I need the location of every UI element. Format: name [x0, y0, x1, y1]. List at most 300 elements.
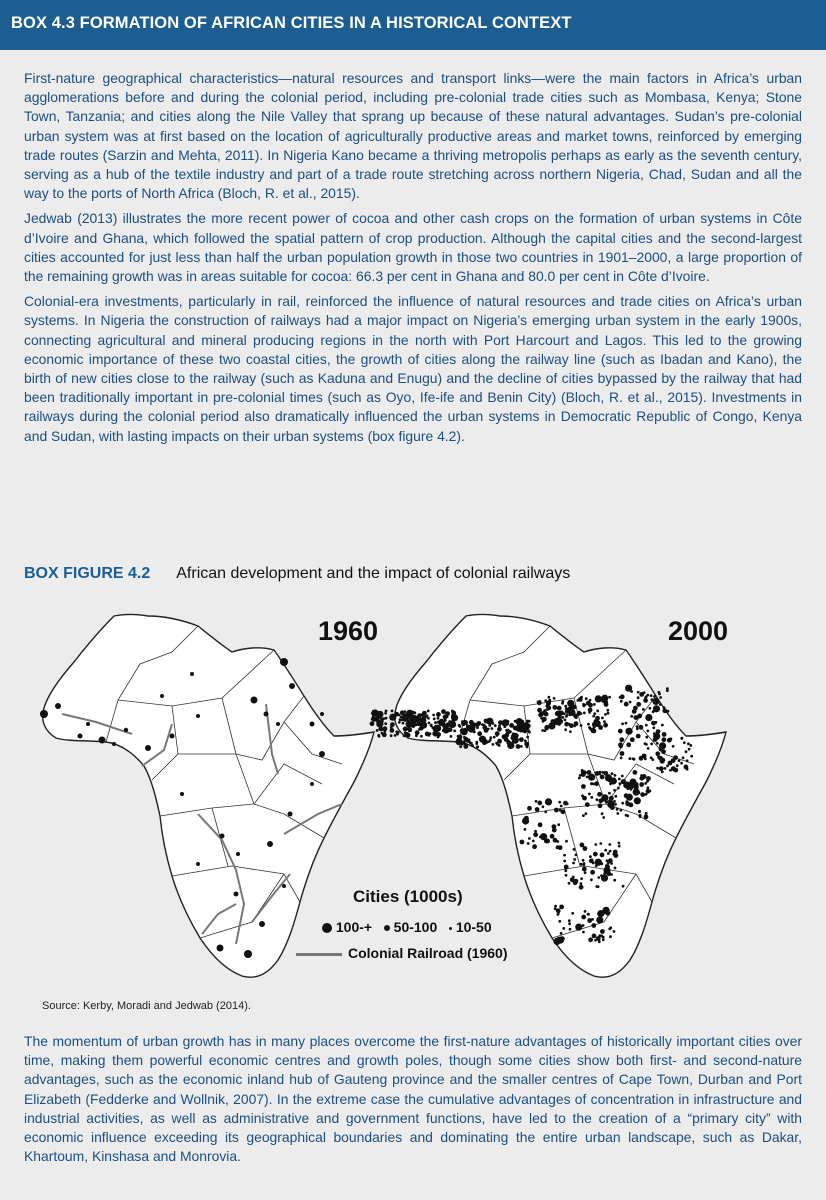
city-dot — [647, 747, 650, 750]
city-dot — [613, 930, 616, 933]
city-dot — [605, 800, 608, 803]
city-dot — [600, 862, 603, 865]
city-dot — [659, 696, 662, 699]
city-dot — [553, 697, 556, 700]
city-dot — [650, 743, 653, 746]
city-dot — [610, 805, 615, 810]
city-dot — [682, 756, 685, 759]
city-dot — [446, 715, 449, 718]
city-dot — [584, 871, 587, 874]
city-dot — [569, 730, 572, 733]
city-dot — [437, 717, 440, 720]
city-dot — [620, 694, 625, 699]
city-dot — [564, 705, 567, 708]
paragraph-3: Colonial-era investments, particularly in rail, reinforced the influence of natural resources and trade cities on Africa’s urban systems. In Nigeria the construction of railways had a major impact on Nigeria’s emerging urban system in the early 1900s, connecting agricultural and mineral producing regions in the north with Port Harcourt and Lagos. This led to the growing economic importance of these two coastal cities, the growth of cities along the railway line (such as Ibadan and Kano), the birth of new cities close to the railway (such as Kaduna and Enugu) and the decline of cities bypassed by the railway that had been traditionally important in pre-colonial times (such as Oyo, Ife-ife and Benin City) (Bloch, R. et al., 2015). Investments in railways during the colonial period also dramatically influenced the urban systems in Democratic Republic of Congo, Kenya and Sudan, with lasting impacts on their urban systems (box figure 4.2). — [24, 293, 802, 444]
city-dot — [620, 752, 623, 755]
city-dot — [403, 716, 408, 721]
city-dot — [664, 767, 667, 770]
city-dot — [408, 719, 411, 722]
city-dot — [420, 735, 423, 738]
city-dot — [673, 755, 678, 760]
city-dot — [607, 712, 610, 715]
city-dot — [582, 814, 585, 817]
city-dot — [412, 720, 415, 723]
city-dot — [608, 696, 611, 699]
city-dot — [636, 734, 641, 739]
city-dot — [492, 743, 495, 746]
city-dot — [650, 694, 653, 697]
city-dot — [528, 720, 531, 723]
city-dot — [688, 748, 691, 751]
city-dot — [406, 733, 411, 738]
city-dot — [458, 724, 461, 727]
city-dot — [601, 812, 604, 815]
city-dot — [614, 867, 617, 870]
city-dot — [617, 787, 620, 790]
legend-dot-small — [449, 927, 452, 930]
city-dot — [571, 912, 574, 915]
city-dot — [378, 735, 381, 738]
city-dot — [610, 862, 613, 865]
city-dot — [546, 705, 551, 710]
city-dot — [638, 810, 641, 813]
city-dot — [528, 731, 531, 734]
city-dot — [537, 801, 542, 806]
city-dot — [415, 730, 420, 735]
city-dot — [459, 745, 462, 748]
city-dot — [516, 744, 521, 749]
city-dot — [376, 720, 383, 727]
city-dot — [471, 744, 474, 747]
city-dot — [602, 910, 607, 915]
city-dot — [582, 859, 585, 862]
city-dot — [546, 700, 551, 705]
city-dot — [411, 711, 414, 714]
city-dot — [645, 815, 648, 818]
city-dot — [606, 859, 609, 862]
city-dot — [477, 731, 482, 736]
city-dot — [575, 716, 578, 719]
city-dot — [553, 718, 560, 725]
city-dot — [580, 843, 585, 848]
city-dot — [542, 805, 545, 808]
city-dot — [560, 932, 563, 935]
city-dot — [489, 736, 492, 739]
city-dot — [618, 842, 621, 845]
city-dot — [496, 734, 499, 737]
city-dot — [647, 786, 650, 789]
figure-maps — [22, 598, 812, 990]
city-dot — [600, 929, 605, 934]
city-dot — [656, 742, 659, 745]
city-dot — [629, 688, 632, 691]
city-dot — [550, 834, 555, 839]
city-dot — [619, 737, 624, 742]
city-dot — [575, 854, 578, 857]
city-dot — [541, 712, 544, 715]
figure-title: African development and the impact of colonial railways — [176, 565, 571, 582]
city-dot — [564, 728, 567, 731]
city-dot — [681, 737, 684, 740]
map-year-2000: 2000 — [668, 616, 729, 646]
city-dot — [637, 696, 640, 699]
city-dot — [557, 937, 564, 944]
city-dot — [640, 776, 645, 781]
city-dot — [519, 737, 524, 742]
city-dot — [607, 862, 610, 865]
city-dot — [640, 792, 645, 797]
city-dot — [560, 805, 563, 808]
city-dot — [588, 708, 593, 713]
city-dot — [603, 720, 606, 723]
city-dot — [659, 766, 664, 771]
city-dot — [603, 771, 608, 776]
city-dot — [580, 724, 583, 727]
city-dot — [590, 796, 593, 799]
city-dot — [594, 843, 597, 846]
city-dot — [476, 726, 479, 729]
city-dot — [676, 764, 679, 767]
city-dot — [484, 728, 489, 733]
city-dot — [565, 707, 568, 710]
city-dot — [628, 731, 631, 734]
city-dot — [580, 882, 583, 885]
city-dot — [601, 875, 608, 882]
city-dot — [603, 867, 610, 874]
city-dot — [639, 782, 644, 787]
city-dot — [613, 789, 616, 792]
city-dot — [378, 727, 383, 732]
city-dot — [639, 814, 642, 817]
city-dot — [618, 729, 623, 734]
city-dot — [683, 741, 686, 744]
city-dot — [601, 717, 604, 720]
city-dot — [616, 808, 619, 811]
city-dot — [602, 816, 605, 819]
city-dot — [588, 726, 591, 729]
city-dot — [370, 721, 375, 726]
city-dot — [593, 703, 596, 706]
city-dot — [662, 737, 667, 742]
city-dot — [626, 794, 633, 801]
paragraph-1: First-nature geographical characteristics—natural resources and transport links—were the main factors in Africa’s urban agglomerations before and during the colonial period, including pre-colonial trade cities such as Mombasa, Kenya; Stone Town, Tanzania; and cities along the Nile Valley that sprang up because of these natural advantages. Sudan’s pre-colonial urban system was at first based on the location of agriculturally productive areas and market towns, reinforced by emerging trade routes (Sarzin and Mehta, 2011). In Nigeria Kano became a thriving metropolis perhaps as early as the seventh century, serving as a hub of the textile industry and part of a trade route stretching across northern Nigeria, Chad, Sudan and all the way to the ports of North Africa (Bloch, R. et al., 2015). — [24, 70, 802, 202]
city-dot — [554, 808, 559, 813]
city-dot — [554, 905, 557, 908]
city-dot — [636, 727, 639, 730]
city-dot — [593, 852, 598, 857]
city-dot — [507, 720, 510, 723]
city-dot — [632, 709, 637, 714]
city-dot — [433, 718, 436, 721]
city-dot — [581, 794, 584, 797]
city-dot — [544, 811, 547, 814]
city-dot — [385, 717, 388, 720]
city-dot — [493, 736, 496, 739]
closing-section — [24, 1032, 802, 1166]
city-dot — [667, 738, 672, 743]
city-dot — [690, 755, 693, 758]
city-dot — [563, 854, 566, 857]
city-dot — [403, 727, 408, 732]
city-dot — [552, 705, 557, 710]
city-dot — [434, 721, 437, 724]
city-dot — [629, 701, 632, 704]
city-dot — [587, 723, 590, 726]
city-dot — [570, 877, 575, 882]
city-dot — [655, 721, 658, 724]
city-dot — [650, 756, 653, 759]
city-dot — [596, 798, 599, 801]
city-dot — [620, 809, 623, 812]
city-dot — [596, 916, 603, 923]
closing-paragraph: The momentum of urban growth has in many places overcome the first-nature advantages of historically important cities over time, making them powerful economic centres and growth poles, though some cities show both first- and second-nature advantages, such as the economic inland hub of Gauteng province and the smaller centres of Cape Town, Durban and Port Elizabeth (Fedderke and Wollnik, 2007). In the extreme case the cumulative advantages of concentration in infrastructure and industrial activities, as well as administrative and government functions, have led to the creation of a “primary city” with economic influence exceeding its geographical boundaries and dominating the entire urban landscape, such as Dakar, Khartoum, Kinshasa and Monrovia. — [24, 1033, 802, 1165]
city-dot — [491, 727, 494, 730]
city-dot — [537, 708, 542, 713]
legend-railroad-label: Colonial Railroad (1960) — [348, 945, 508, 961]
city-dot — [578, 777, 581, 780]
city-dot — [614, 853, 619, 858]
figure-caption — [24, 565, 570, 583]
city-dot — [630, 737, 635, 742]
legend-sizes — [322, 919, 492, 935]
city-dot — [621, 775, 624, 778]
city-dot — [655, 751, 660, 756]
city-dot — [645, 714, 652, 721]
city-dot — [600, 853, 605, 858]
city-dot — [581, 915, 586, 920]
city-dot — [644, 755, 647, 758]
city-dot — [527, 842, 530, 845]
city-dot — [533, 832, 538, 837]
city-dot — [636, 702, 641, 707]
city-dot — [622, 885, 625, 888]
city-dot — [574, 721, 579, 726]
city-dot — [384, 722, 387, 725]
city-dot — [620, 757, 623, 760]
city-dot — [634, 797, 641, 804]
city-dot — [598, 798, 603, 803]
city-dot — [643, 698, 648, 703]
city-dot — [398, 721, 401, 724]
city-dot — [557, 912, 560, 915]
city-dot — [646, 776, 651, 781]
city-dot — [499, 741, 502, 744]
city-dot — [608, 800, 611, 803]
city-dot — [672, 745, 675, 748]
city-dot — [604, 849, 607, 852]
city-dot — [428, 722, 431, 725]
city-dot — [486, 718, 493, 725]
city-dot — [434, 733, 437, 736]
city-dot — [545, 798, 552, 805]
city-dot — [605, 864, 608, 867]
city-dot — [556, 711, 559, 714]
city-dot — [532, 840, 535, 843]
city-dot — [644, 742, 647, 745]
city-dot — [590, 728, 595, 733]
city-dot — [644, 758, 647, 761]
city-dot — [613, 800, 616, 803]
city-dot — [540, 717, 543, 720]
city-dot — [673, 768, 678, 773]
city-dot — [577, 699, 580, 702]
city-dot — [662, 708, 667, 713]
city-dot — [417, 713, 422, 718]
city-dot — [596, 710, 599, 713]
city-dot — [496, 743, 499, 746]
city-dot — [568, 723, 571, 726]
city-dot — [558, 801, 561, 804]
city-dot — [504, 737, 509, 742]
city-dot — [588, 793, 591, 796]
city-dot — [626, 742, 631, 747]
city-dot — [608, 792, 611, 795]
city-dot — [687, 742, 690, 745]
city-dot — [582, 864, 585, 867]
city-dot — [652, 726, 655, 729]
city-dot — [621, 722, 624, 725]
city-dot — [558, 706, 561, 709]
city-dot — [428, 734, 431, 737]
city-dot — [621, 802, 624, 805]
city-dot — [537, 700, 542, 705]
city-dot — [645, 695, 648, 698]
city-dot — [466, 729, 469, 732]
city-dot — [616, 812, 619, 815]
city-dot — [667, 710, 670, 713]
city-dot — [629, 757, 632, 760]
city-dot — [644, 782, 647, 785]
city-dot — [526, 736, 529, 739]
city-dot — [627, 782, 634, 789]
city-dot — [686, 759, 689, 762]
city-dot — [604, 713, 607, 716]
city-dot — [460, 728, 465, 733]
city-dot — [466, 724, 469, 727]
city-dot — [538, 822, 543, 827]
city-dot — [526, 723, 531, 728]
city-dot — [589, 855, 592, 858]
city-dot — [437, 714, 440, 717]
city-dot — [409, 723, 414, 728]
city-dot — [582, 924, 585, 927]
railroad-line-swatch — [296, 953, 342, 956]
city-dot — [385, 710, 388, 713]
city-dot — [590, 870, 595, 875]
city-dot — [528, 837, 531, 840]
city-dot — [582, 770, 587, 775]
city-dot — [597, 861, 600, 864]
city-dot — [509, 723, 514, 728]
city-dot — [678, 759, 681, 762]
city-dot — [591, 918, 594, 921]
city-dot — [527, 806, 532, 811]
city-dot — [561, 716, 564, 719]
city-dot — [577, 711, 582, 716]
city-dot — [572, 862, 575, 865]
city-dot — [661, 749, 666, 754]
legend-title: Cities (1000s) — [353, 887, 463, 906]
city-dot — [595, 885, 598, 888]
city-dot — [422, 713, 425, 716]
city-dot — [579, 885, 584, 890]
city-dot — [565, 866, 568, 869]
city-dot — [451, 711, 456, 716]
legend-railroad — [296, 945, 507, 961]
city-dot — [568, 922, 571, 925]
city-dot — [561, 809, 566, 814]
city-dot — [544, 729, 547, 732]
city-dot — [608, 843, 611, 846]
city-dot — [661, 724, 664, 727]
city-dot — [652, 710, 655, 713]
city-dot — [562, 927, 565, 930]
city-dot — [427, 710, 430, 713]
city-dot — [573, 848, 576, 851]
city-dot — [534, 830, 537, 833]
city-dot — [390, 728, 395, 733]
paragraph-2: Jedwab (2013) illustrates the more recent power of cocoa and other cash crops on the formation of urban systems in Côte d’Ivoire and Ghana, which followed the spatial pattern of crop production. Although the capital cities and the second-largest cities accounted for just less than half the urban population growth in those two countries in 1901–2000, a large proportion of the remaining growth was in areas suitable for cocoa: 66.3 per cent in Ghana and 80.0 per cent in Côte d’Ivoire. — [24, 210, 802, 285]
city-dot — [402, 722, 405, 725]
city-dot — [520, 745, 523, 748]
city-dot — [457, 737, 460, 740]
city-dot — [394, 712, 399, 717]
city-dot — [637, 691, 640, 694]
city-dot — [618, 778, 621, 781]
city-dot — [618, 845, 621, 848]
city-dot — [390, 734, 393, 737]
city-dot — [573, 858, 576, 861]
city-dot — [563, 860, 566, 863]
legend-dot-medium — [384, 925, 390, 931]
city-dot — [684, 765, 689, 770]
city-dot — [561, 702, 564, 705]
city-dot — [417, 723, 420, 726]
city-dot — [633, 770, 638, 775]
city-dot — [689, 744, 692, 747]
city-dot — [658, 693, 661, 696]
city-dot — [593, 712, 596, 715]
city-dot — [407, 728, 412, 733]
city-dot — [582, 867, 587, 872]
city-dot — [662, 732, 667, 737]
city-dot — [630, 715, 633, 718]
city-dot — [511, 734, 516, 739]
city-dot — [613, 879, 616, 882]
city-dot — [585, 802, 590, 807]
city-dot — [608, 928, 611, 931]
city-dot — [575, 924, 582, 931]
city-dot — [450, 735, 453, 738]
city-dot — [614, 803, 617, 806]
city-dot — [532, 844, 537, 849]
city-dot — [526, 746, 529, 749]
city-dot — [580, 877, 583, 880]
city-dot — [645, 724, 648, 727]
legend-dot-large — [322, 923, 332, 933]
city-dot — [569, 928, 572, 931]
box-title: BOX 4.3 FORMATION OF AFRICAN CITIES IN A HISTORICAL CONTEXT — [11, 14, 572, 32]
city-dot — [376, 729, 379, 732]
city-dot — [585, 812, 588, 815]
city-dot — [518, 725, 525, 732]
city-dot — [524, 828, 527, 831]
city-dot — [394, 734, 397, 737]
city-dot — [522, 817, 529, 824]
city-dot — [660, 759, 665, 764]
city-dot — [634, 715, 639, 720]
city-dot — [639, 725, 644, 730]
